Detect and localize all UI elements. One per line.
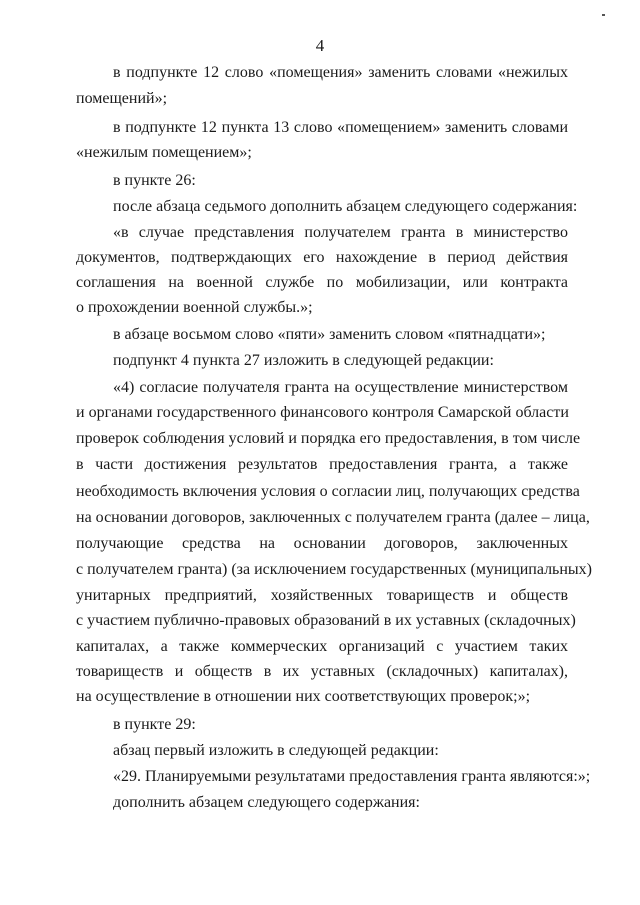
text-line: в подпункте 12 пункта 13 слово «помещением» заменить словами bbox=[113, 119, 568, 136]
text-line: подпункт 4 пункта 27 изложить в следующей редакции: bbox=[113, 352, 494, 369]
text-line: «29. Планируемыми результатами предоставления гранта являются:»; bbox=[113, 768, 591, 785]
text-line: в части достижения результатов предоставления гранта, а также bbox=[76, 456, 568, 473]
text-line: необходимость включения условия о согласии лиц, получающих средства bbox=[76, 483, 580, 500]
text-line: «нежилым помещением»; bbox=[76, 144, 252, 161]
text-line: с получателем гранта) (за исключением государственных (муниципальных) bbox=[76, 561, 592, 578]
text-line: унитарных предприятий, хозяйственных товариществ и обществ bbox=[76, 587, 568, 604]
text-line: помещений»; bbox=[76, 90, 168, 107]
text-line: и органами государственного финансового контроля Самарской области bbox=[76, 404, 569, 421]
text-line: в подпункте 12 слово «помещения» заменить словами «нежилых bbox=[113, 64, 568, 81]
text-line: получающие средства на основании договоров, заключенных bbox=[76, 535, 568, 552]
text-line: в пункте 29: bbox=[113, 716, 196, 733]
text-line: после абзаца седьмого дополнить абзацем следующего содержания: bbox=[113, 198, 578, 215]
text-line: на основании договоров, заключенных с получателем гранта (далее – лица, bbox=[76, 509, 590, 526]
text-line: с участием публично-правовых образований в их уставных (складочных) bbox=[76, 612, 576, 629]
text-line: в пункте 26: bbox=[113, 172, 196, 189]
text-line: товариществ и обществ в их уставных (складочных) капиталах), bbox=[76, 663, 568, 680]
text-line: о прохождении военной службы.»; bbox=[76, 299, 313, 316]
text-line: «в случае представления получателем гранта в министерство bbox=[113, 224, 568, 241]
text-line: соглашения на военной службе по мобилизации, или контракта bbox=[76, 274, 568, 291]
text-line: дополнить абзацем следующего содержания: bbox=[113, 794, 420, 811]
text-line: абзац первый изложить в следующей редакции: bbox=[113, 742, 439, 759]
text-line: капиталах, а также коммерческих организаций с участием таких bbox=[76, 638, 568, 655]
text-line: «4) согласие получателя гранта на осуществление министерством bbox=[113, 379, 568, 396]
text-line: на осуществление в отношении них соответствующих проверок;»; bbox=[76, 688, 531, 705]
text-line: проверок соблюдения условий и порядка его предоставления, в том числе bbox=[76, 430, 581, 447]
page-number: 4 bbox=[315, 36, 325, 55]
scan-speck bbox=[602, 14, 605, 16]
text-line: в абзаце восьмом слово «пяти» заменить словом «пятнадцати»; bbox=[113, 326, 546, 343]
text-line: документов, подтверждающих его нахождение в период действия bbox=[76, 249, 568, 266]
